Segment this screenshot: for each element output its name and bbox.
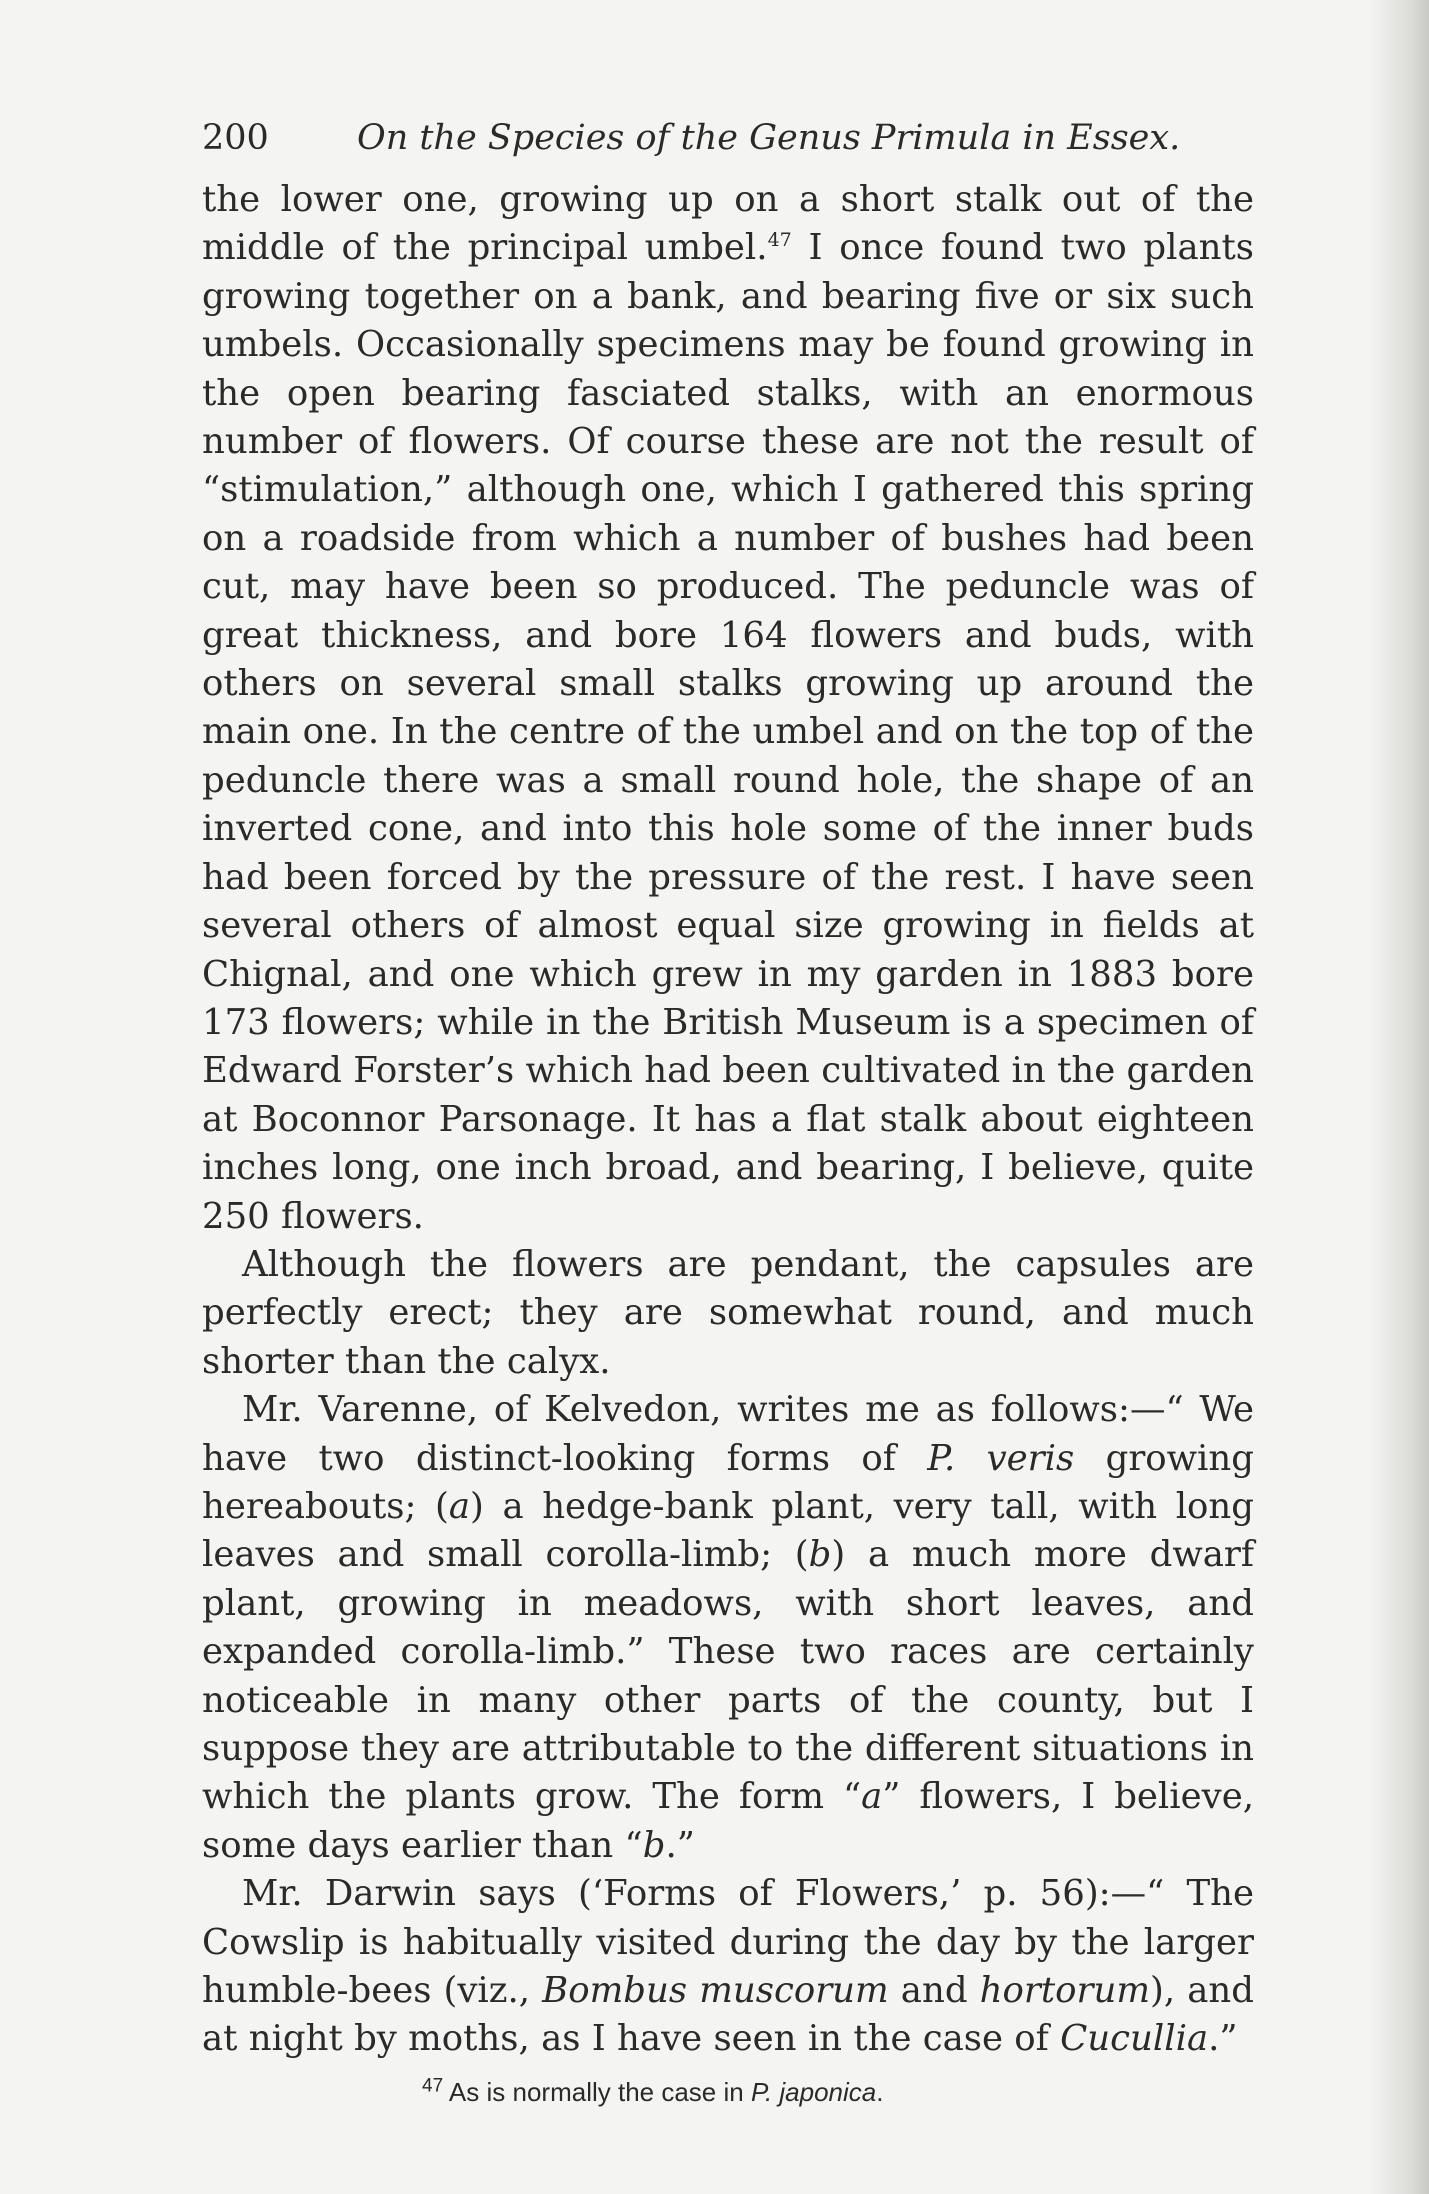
footnote-marker: 47 (422, 2075, 444, 2097)
text-run: ), and at night by moths, as I have seen in the case of (202, 1970, 1254, 2060)
text-run: I once found two plants growing together on a bank, and bearing five or six such umbels. Occasionally specimens may be found growing in the open bearing fasciated stalks, with an enormous number of flowers. Of course these are not the result of “stimulation,” although one, which I gathered this spring on a roadside from which a number of bushes had been cut, may have been so produced. The peduncle was of great thickness, and bore 164 flowers and buds, with others on several small stalks growing up around the main one. In the centre of the umbel and on the top of the peduncle there was a small round hole, the shape of an inverted cone, and into this hole some of the inner buds had been forced by the pressure of the rest. I have seen several others of almost equal size growing in fields at Chignal, and one which grew in my garden in 1883 bore 173 flowers; while in the British Museum is a specimen of Edward Forster’s which had been cultivated in the garden at Boconnor Parsonage. It has a flat stalk about eighteen inches long, one inch broad, and bearing, I believe, quite 250 flowers. (202, 227, 1255, 1237)
text-run: Mr. Varenne, of Kelvedon, writes me as follows:—“ We have two distinct-looking forms of (202, 1389, 1254, 1479)
italic-text: P. veris (927, 1437, 1075, 1479)
text-run: .” (665, 1824, 695, 1866)
page-edge-shadow (1369, 0, 1429, 2194)
text-run: the lower one, growing up on a short stalk out of the middle of the principal umbel. (202, 179, 1254, 269)
italic-text: a (861, 1776, 883, 1818)
text-run: and (888, 1970, 980, 2012)
text-run: ) a much more dwarf plant, growing in meadows, with short leaves, and expanded corolla-limb.” These two races are certainly noticeable in many other parts of the county, but I suppose they are attributable to the different situations in which the plants grow. The form “ (202, 1534, 1255, 1818)
page-number: 200 (202, 118, 269, 158)
body-text (202, 176, 1254, 2064)
paragraph (202, 1241, 1254, 1386)
text-run: ” flowers, I believe, some days earlier than “ (202, 1776, 1254, 1866)
italic-text: b (642, 1824, 666, 1866)
text-run: Although the flowers are pendant, the capsules are perfectly erect; they are somewhat round, and much shorter than the calyx. (202, 1243, 1254, 1382)
italic-text: Bombus muscorum (542, 1970, 889, 2012)
text-run: ) a hedge-bank plant, very tall, with long leaves and small corolla-limb; ( (202, 1485, 1255, 1576)
text-run: Mr. Darwin says (‘Forms of Flowers,’ p. 56):—“ The Cowslip is habitually visited during the day by the larger humble-bees (viz., (202, 1873, 1254, 2012)
footnote-text: As is normally the case in (443, 2076, 751, 2107)
footnote-end: . (876, 2076, 884, 2107)
italic-text: Cucullia (1060, 2018, 1209, 2060)
running-head (202, 118, 1254, 162)
paragraph (202, 1386, 1254, 1870)
book-page (202, 118, 1254, 2110)
footnote-species: P. japonica (750, 2076, 877, 2107)
italic-text: hortorum (979, 1970, 1150, 2012)
running-title: On the Species of the Genus Primula in Essex. (357, 118, 1181, 158)
italic-text: b (808, 1534, 832, 1576)
text-run: growing hereabouts; ( (202, 1437, 1254, 1527)
italic-text: a (448, 1485, 471, 1527)
footnote-reference: 47 (767, 229, 792, 252)
footnote (202, 2074, 1254, 2110)
text-run: .” (1208, 2018, 1238, 2060)
paragraph (202, 176, 1254, 1241)
paragraph (202, 1870, 1254, 2064)
